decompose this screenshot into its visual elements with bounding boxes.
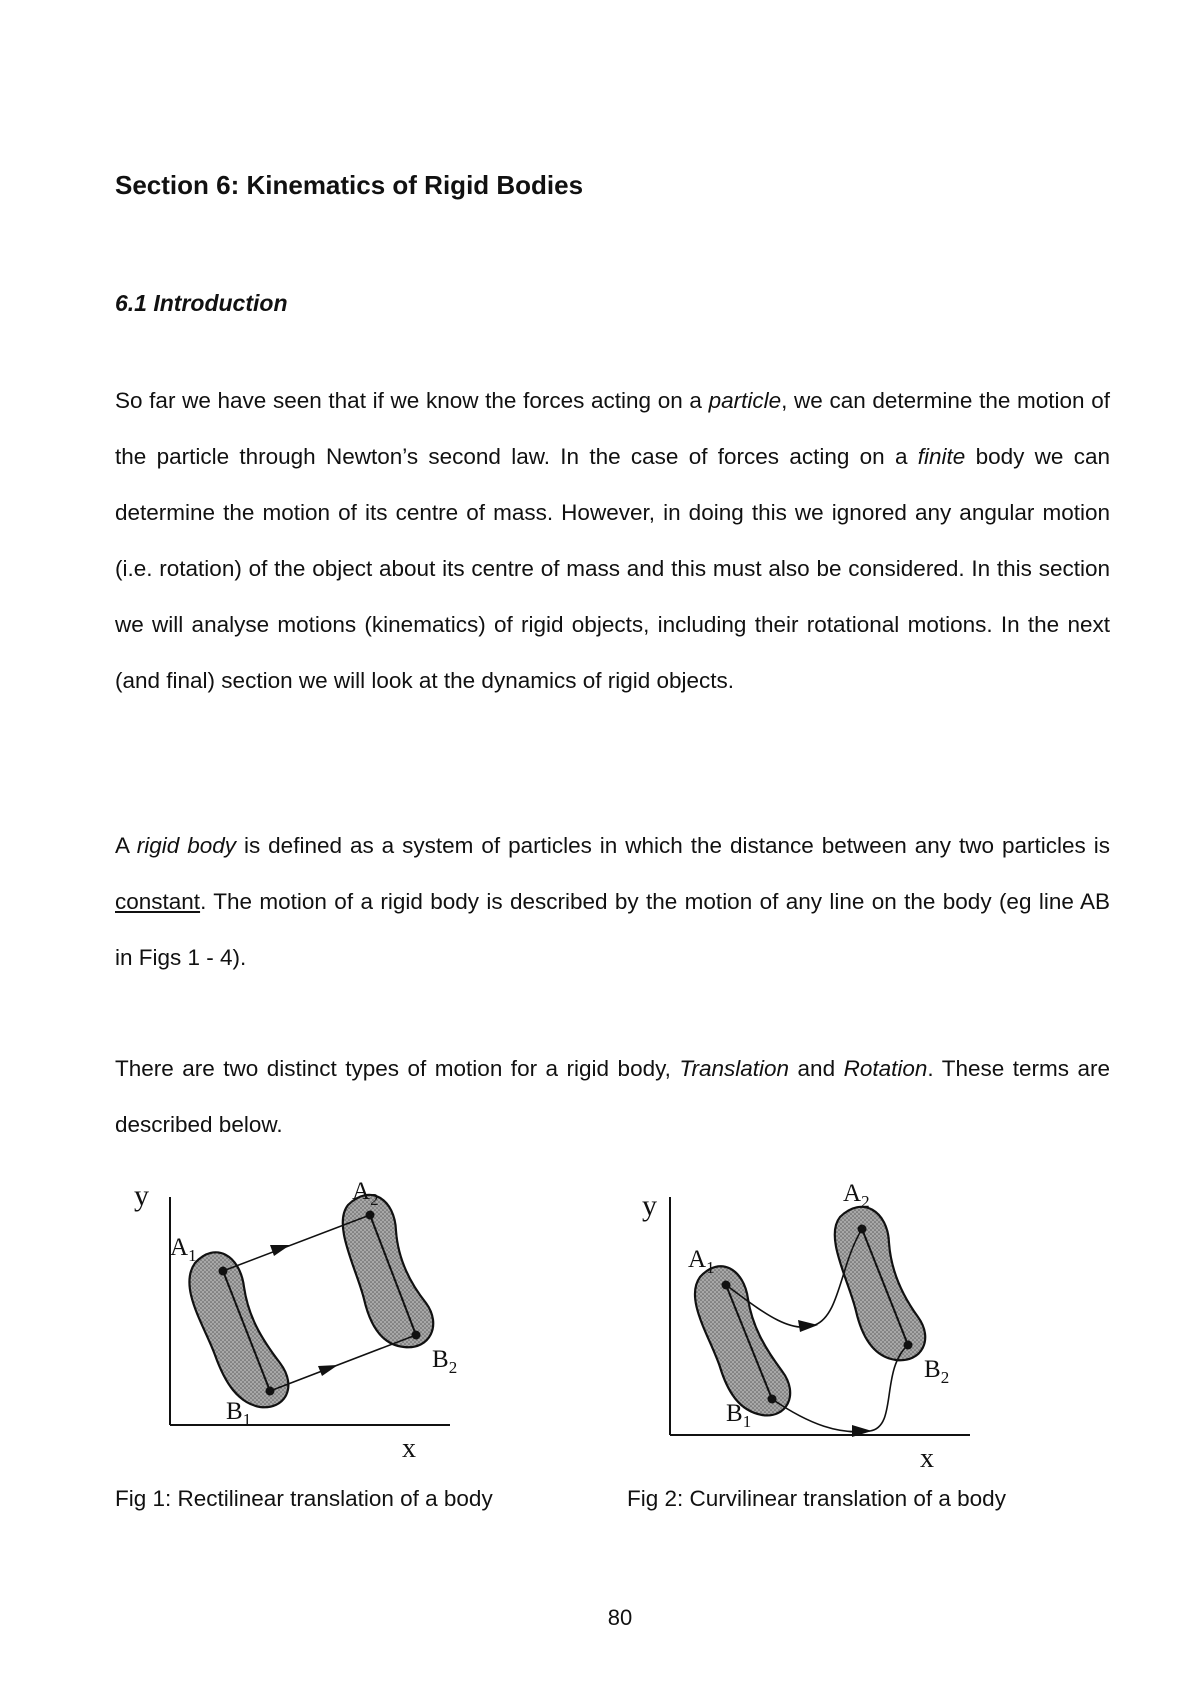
emphasis-rigid-body: rigid body bbox=[136, 833, 236, 858]
rigid-body-position-1 bbox=[695, 1266, 790, 1415]
label-b1: $B_1$ bbox=[226, 1398, 252, 1429]
label-a2: $A_2$ bbox=[843, 1180, 870, 1211]
text-run: A bbox=[115, 833, 137, 858]
label-a1: $A_1$ bbox=[688, 1246, 715, 1277]
arrow-head-a bbox=[270, 1245, 290, 1256]
arrow-head-a bbox=[798, 1320, 818, 1332]
label-b2: $B_2$ bbox=[924, 1356, 950, 1387]
x-axis-label: x bbox=[920, 1443, 934, 1474]
rigid-body-position-1 bbox=[189, 1252, 288, 1407]
emphasis-rotation: Rotation bbox=[843, 1056, 928, 1081]
arrow-head-b bbox=[318, 1365, 338, 1376]
label-a2: $A_2$ bbox=[352, 1178, 379, 1209]
page-number: 80 bbox=[607, 1605, 633, 1630]
text-run: . These terms are described below. bbox=[115, 1056, 1110, 1137]
figure-1-caption: Fig 1: Rectilinear translation of a body bbox=[115, 1486, 493, 1511]
label-b2: $B_2$ bbox=[432, 1346, 458, 1377]
text-run: is defined as a system of particles in which the distance between any two particles is bbox=[236, 833, 1110, 858]
y-axis-label: y bbox=[642, 1189, 657, 1222]
rigid-body-paragraph bbox=[115, 818, 1110, 986]
text-run: . The motion of a rigid body is described by the motion of any line on the body (eg line AB in Figs 1 - 4). bbox=[115, 889, 1110, 970]
path-line-b bbox=[270, 1335, 416, 1391]
intro-paragraph bbox=[115, 373, 1110, 709]
y-axis-label: y bbox=[134, 1179, 149, 1212]
text-run: So far we have seen that if we know the forces acting on a bbox=[115, 388, 709, 413]
text-run: and bbox=[789, 1056, 844, 1081]
text-run: body we can determine the motion of its centre of mass. However, in doing this we ignored any angular motion (i.e. rotation) of the object about its centre of mass and this must also be considered. In this section we will analyse motions (kinematics) of rigid objects, including their rotational motions. In the next (and final) section we will look at the dynamics of rigid objects. bbox=[115, 444, 1111, 693]
label-a1: $A_1$ bbox=[170, 1234, 197, 1265]
text-run: , we can determine the motion of the particle through Newton’s second law. In the case of forces acting on a bbox=[115, 388, 1110, 469]
x-axis-label: x bbox=[402, 1433, 416, 1464]
emphasis-translation: Translation bbox=[679, 1056, 790, 1081]
rigid-body-position-2 bbox=[835, 1207, 925, 1360]
figure-1-rectilinear-translation bbox=[120, 1175, 500, 1465]
motion-types-paragraph bbox=[115, 1041, 1110, 1153]
underline-constant: constant bbox=[115, 889, 201, 914]
rigid-body-position-2 bbox=[343, 1195, 433, 1347]
label-b1: $B_1$ bbox=[726, 1400, 752, 1431]
section-title: Section 6: Kinematics of Rigid Bodies bbox=[115, 170, 584, 200]
figure-2-curvilinear-translation bbox=[640, 1175, 1010, 1475]
figure-2-caption: Fig 2: Curvilinear translation of a body bbox=[627, 1486, 1006, 1511]
emphasis-particle: particle bbox=[708, 388, 782, 413]
text-run: There are two distinct types of motion for a rigid body, bbox=[115, 1056, 680, 1081]
subsection-title: 6.1 Introduction bbox=[115, 290, 288, 316]
emphasis-finite: finite bbox=[917, 444, 966, 469]
